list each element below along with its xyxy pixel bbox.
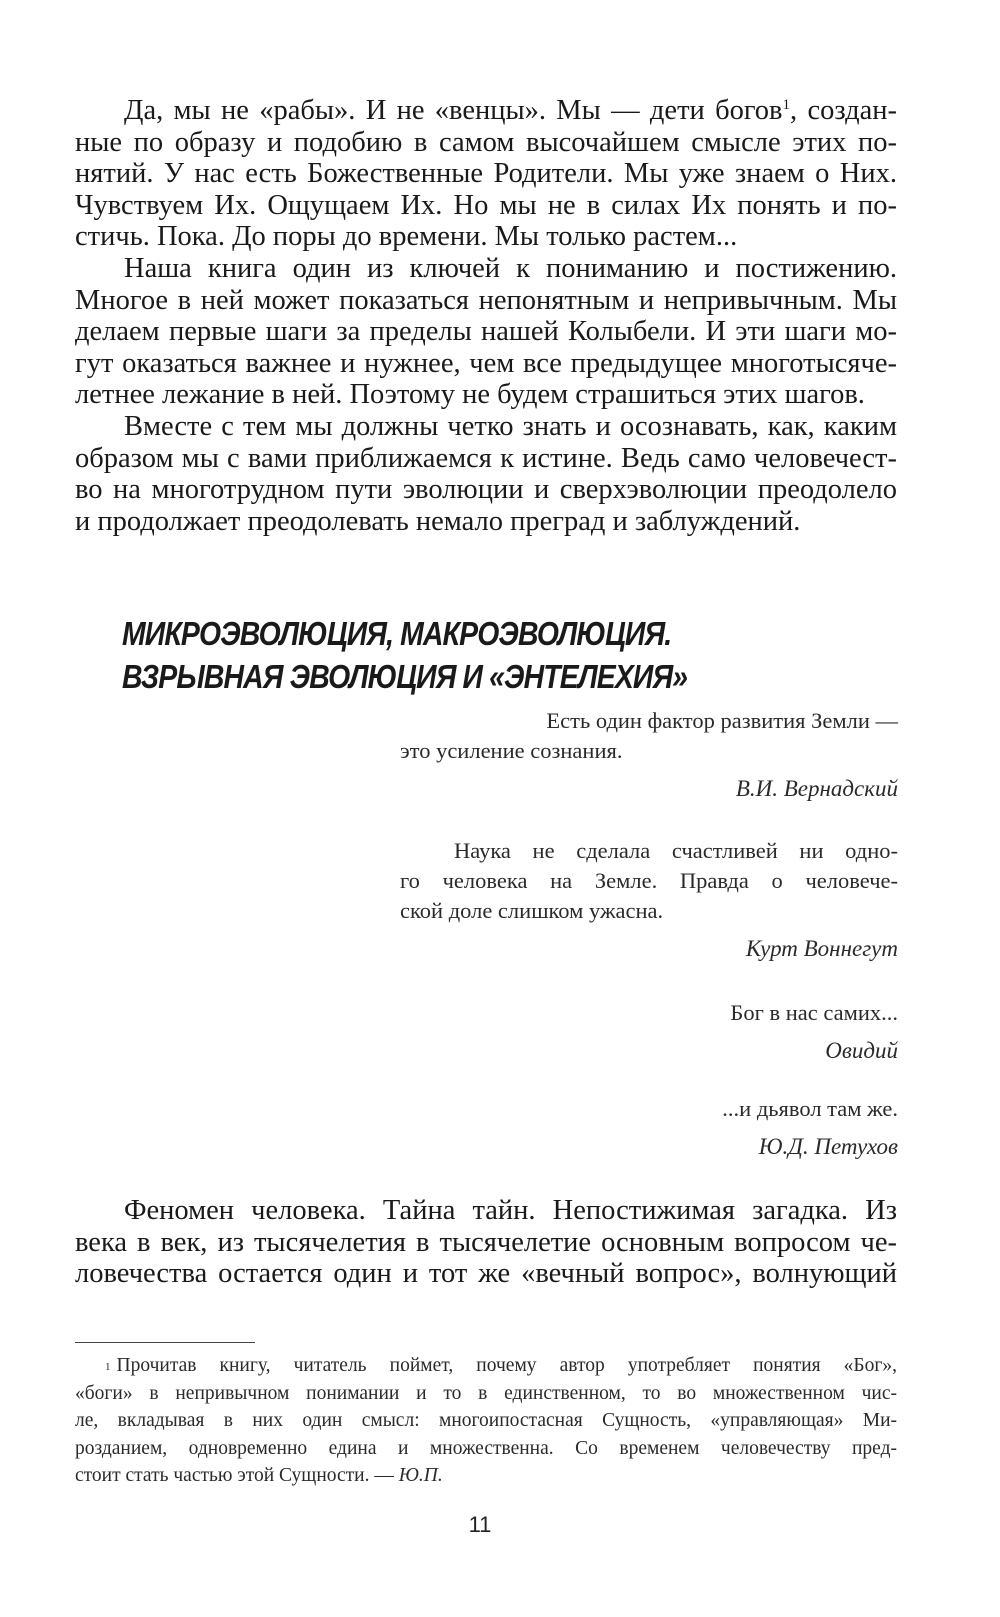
- epigraph-author: Овидий: [825, 1038, 898, 1063]
- paragraph-line: образом мы с вами приближаемся к истине. Ведь само человечест-: [75, 442, 897, 474]
- footnote-marker: 1: [105, 1361, 111, 1373]
- epigraph-ovid: [400, 998, 898, 1066]
- epigraph-line: это усиление сознания.: [400, 738, 623, 763]
- paragraph-line: Феномен человека. Тайна тайн. Непостижимая загадка. Из: [124, 1195, 897, 1226]
- paragraph-line: ные по образу и подобию в самом высочайшем смысле этих по-: [75, 126, 897, 158]
- paragraph-line: и продолжает преодолевать немало преград и заблуждений.: [75, 505, 801, 537]
- paragraph-line: делаем первые шаги за пределы нашей Колыбели. И эти шаги мо-: [75, 316, 897, 347]
- footnote: [75, 1352, 897, 1490]
- epigraph-petukhov: [400, 1094, 898, 1162]
- footnote-line: [75, 1352, 897, 1380]
- paragraph-line: Наша книга один из ключей к пониманию и постижению.: [124, 253, 897, 284]
- paragraph-1: [75, 95, 897, 253]
- epigraph-line: ...и дьявол там же.: [722, 1096, 898, 1121]
- paragraph-line: Чувствуем Их. Ощущаем Их. Но мы не в силах Их понять и по-: [75, 189, 897, 221]
- epigraph-line: го человека на Земле. Правда о человече-: [400, 868, 898, 893]
- epigraph-author: Курт Воннегут: [745, 936, 898, 961]
- footnote-line: [75, 1462, 897, 1490]
- footnote-marker: 1: [782, 97, 791, 113]
- epigraph-vernadsky: [400, 706, 898, 804]
- paragraph-line: во на многотрудном пути эволюции и сверхэволюции преодолело: [75, 474, 897, 505]
- footnote-text: Прочитав книгу, читатель поймет, почему автор употребляет понятия «Бог»,: [116, 1355, 897, 1376]
- epigraph-vonnegut: [400, 836, 898, 964]
- paragraph-line: летнее лежание в ней. Поэтому не будем страшиться этих шагов.: [75, 379, 865, 410]
- footnote-line: ле, вкладывая в них один смысл: многоипостасная Сущность, «управляющая» Ми-: [75, 1410, 897, 1431]
- page-number: 11: [468, 1512, 492, 1537]
- epigraph-line: ской доле слишком ужасна.: [400, 898, 664, 923]
- footnote-text: стоит стать частью этой Сущности. —: [75, 1465, 399, 1486]
- epigraph-line: Есть один фактор развития Земли —: [546, 708, 898, 733]
- paragraph-line: века в век, из тысячелетия в тысячелетие основным вопросом че-: [75, 1226, 897, 1258]
- paragraph-line: [75, 95, 897, 127]
- heading-line-2: ВЗРЫВНАЯ ЭВОЛЮЦИЯ И «ЭНТЕЛЕХИЯ»: [122, 658, 688, 695]
- paragraph-line: Вместе с тем мы должны четко знать и осознавать, как, каким: [124, 411, 897, 442]
- paragraph-line: нятий. У нас есть Божественные Родители. Мы уже знаем о Них.: [75, 158, 897, 189]
- line-text-tail: , создан-: [790, 95, 897, 126]
- footnote-rule: [75, 1342, 255, 1343]
- heading-line-1: МИКРОЭВОЛЮЦИЯ, МАКРОЭВОЛЮЦИЯ.: [122, 615, 672, 652]
- paragraph-line: Многое в ней может показаться непонятным и непривычным. Мы: [75, 284, 897, 316]
- epigraph-author: В.И. Вернадский: [735, 776, 898, 801]
- line-text: Да, мы не «рабы». И не «венцы». Мы — дети богов: [124, 95, 783, 126]
- paragraph-line: ловечества остается один и тот же «вечный вопрос», волнующий: [75, 1258, 897, 1289]
- footnote-line: розданием, одновременно едина и множественна. Со временем человечеству пред-: [75, 1437, 897, 1459]
- footnote-line: «боги» в непривычном понимании и то в единственном, то во множественном чис-: [75, 1382, 897, 1404]
- paragraph-line: стичь. Пока. До поры до времени. Мы только растем...: [75, 221, 738, 252]
- paragraph-3: [75, 411, 897, 537]
- epigraph-line: Бог в нас самих...: [730, 1000, 898, 1025]
- epigraph-author: Ю.Д. Петухов: [758, 1134, 898, 1159]
- paragraph-4: [75, 1195, 897, 1290]
- paragraph-2: [75, 253, 897, 411]
- paragraph-line: гут оказаться важнее и нужнее, чем все предыдущее многотысяче-: [75, 347, 897, 379]
- footnote-signature: Ю.П.: [398, 1465, 443, 1486]
- section-heading: [122, 612, 776, 698]
- epigraph-line: Наука не сделала счастливей ни одно-: [454, 838, 898, 863]
